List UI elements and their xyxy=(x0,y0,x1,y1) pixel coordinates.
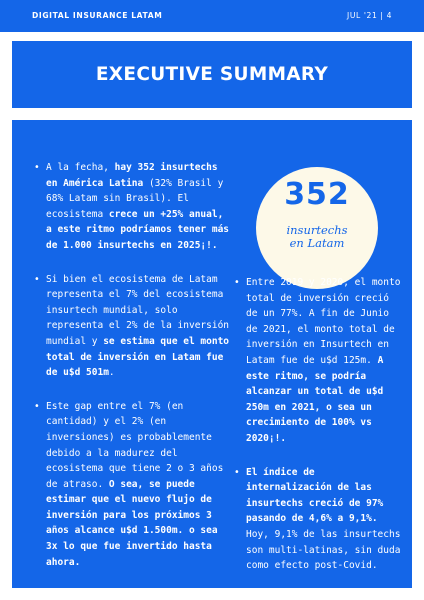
page-title: EXECUTIVE SUMMARY xyxy=(95,64,329,85)
bullet-text xyxy=(46,274,229,379)
bold-text: hay 352 insurtechs en América Latina xyxy=(46,162,218,189)
bullet-item xyxy=(34,399,234,571)
bullet-icon: • xyxy=(234,277,240,288)
stat-number: 352 xyxy=(284,177,350,212)
bold-text: A este ritmo, se podría alcanzar un total de u$d 250m en 2021, o sea un crecimiento de 100% vs 2020¡!. xyxy=(246,354,384,444)
top-header-bar xyxy=(0,0,424,32)
plain-text: Hoy, 9,1% de las insurtechs son multi-latinas, sin duda como efecto post-Covid. xyxy=(246,528,401,572)
title-banner xyxy=(12,41,412,108)
stat-label xyxy=(256,224,378,250)
bullet-icon: • xyxy=(34,273,40,285)
right-column xyxy=(234,275,402,574)
left-column xyxy=(34,160,234,570)
plain-text: Este gap entre el 7% (en cantidad) y el 2% (en inversiones) es probablemente debido a la madurez del ecosistema que tiene 2 o 3 años de atraso. xyxy=(46,400,224,490)
stat-label-line2: en Latam xyxy=(289,236,345,250)
page-indicator: JUL '21 | 4 xyxy=(346,11,392,20)
bold-text: El índice de internalización de las insurtechs creció de 97% pasando de 4,6% a 9,1%. xyxy=(246,466,384,525)
bullet-item xyxy=(34,160,234,254)
plain-text: A la fecha, xyxy=(46,162,115,173)
bullet-icon: • xyxy=(234,466,240,478)
stat-circle xyxy=(256,167,378,289)
bold-text: O sea, se puede estimar que el nuevo flujo de inversión para los próximos 3 años alcance u$d 1.500m. o sea 3x lo que fue invertido hasta ahora. xyxy=(46,478,218,568)
plain-text: Si bien el ecosistema de Latam representa el 7% del ecosistema insurtech mundial, solo representa el 2% de la inversión mundial y xyxy=(46,273,230,347)
bullet-text xyxy=(246,467,400,572)
bullet-item xyxy=(234,465,402,574)
bullet-text xyxy=(246,277,400,444)
summary-panel xyxy=(12,120,412,588)
bullet-text xyxy=(46,162,229,251)
plain-text: (32% Brasil y 68% Latam sin Brasil). El ecosistema xyxy=(46,177,224,220)
plain-text: Entre 2019 y 2020, el monto total de inversión creció de un 77%. A fin de Junio de 2021, el monto total de inversión en Insurtech en Latam fue de u$d 125m. xyxy=(246,277,401,366)
bullet-icon: • xyxy=(34,162,40,173)
bold-text: se estima que el monto total de inversión en Latam fue de u$d 501m xyxy=(46,335,230,379)
plain-text: . xyxy=(108,367,115,379)
stat-label-line1: insurtechs xyxy=(286,223,348,237)
bullet-icon: • xyxy=(34,400,40,412)
bold-text: crece un +25% anual, a este ritmo podríamos tener más de 1.000 insurtechs en 2025¡!. xyxy=(46,208,230,251)
brand-name: DIGITAL INSURANCE LATAM xyxy=(32,11,163,20)
bullet-item xyxy=(34,272,234,381)
bullet-text xyxy=(46,401,223,568)
bullet-item xyxy=(234,275,402,447)
